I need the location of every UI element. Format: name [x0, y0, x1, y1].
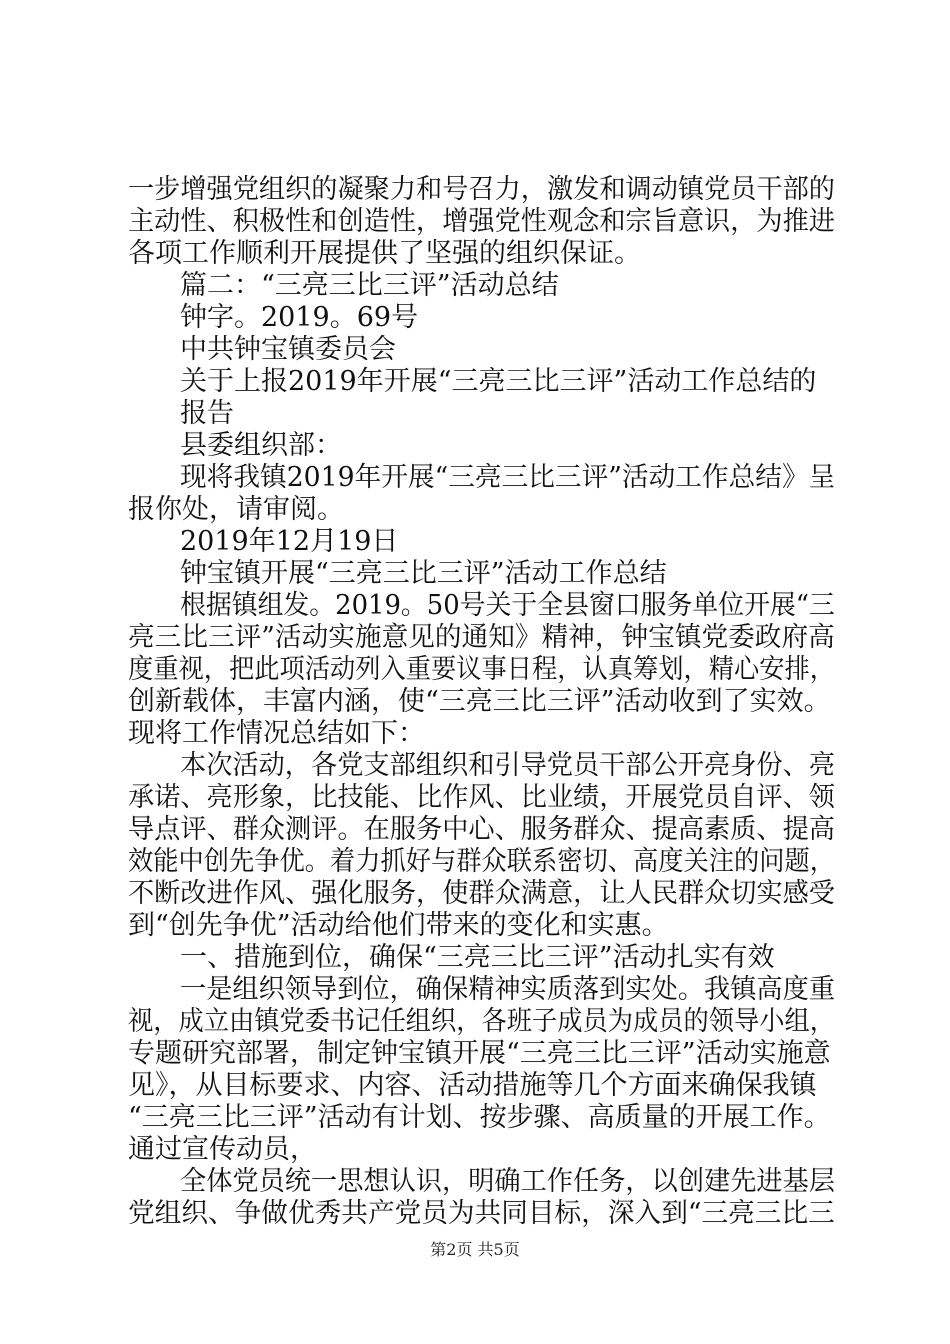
text-line: 一是组织领导到位，确保精神实质落到实处。我镇高度重 — [180, 974, 836, 1005]
section-heading: 篇二：“三亮三比三评”活动总结 — [180, 270, 559, 301]
text-line: 本次活动，各党支部组织和引导党员干部公开亮身份、亮 — [180, 750, 836, 781]
text-line: 效能中创先争优。着力抓好与群众联系密切、高度关注的问题， — [128, 846, 836, 877]
text-line: 主动性、积极性和创造性，增强党性观念和宗旨意识，为推进 — [128, 206, 835, 237]
text-line: 现将工作情况总结如下： — [128, 718, 425, 749]
report-date: 2019年12月19日 — [180, 526, 399, 557]
text-line: 党组织、争做优秀共产党员为共同目标，深入到“三亮三比三 — [128, 1198, 835, 1229]
page-number-footer: 第2页 共5页 — [430, 1240, 520, 1259]
document-number: 钟字。2019。69号 — [180, 302, 419, 333]
issuing-body: 中共钟宝镇委员会 — [180, 334, 396, 365]
text-line: 根据镇组发。2019。50号关于全县窗口服务单位开展“三 — [180, 590, 835, 621]
report-title: 关于上报2019年开展“三亮三比三评”活动工作总结的 — [180, 366, 817, 397]
text-line: 度重视，把此项活动列入重要议事日程，认真筹划，精心安排， — [128, 654, 836, 685]
text-line: 全体党员统一思想认识，明确工作任务，以创建先进基层 — [180, 1166, 836, 1197]
text-line: 通过宣传动员， — [128, 1134, 317, 1165]
text-line: “三亮三比三评”活动有计划、按步骤、高质量的开展工作。 — [128, 1102, 831, 1133]
text-line: 导点评、群众测评。在服务中心、服务群众、提高素质、提高 — [128, 814, 835, 845]
text-line: 创新载体，丰富内涵，使“三亮三比三评”活动收到了实效。 — [128, 686, 831, 717]
text-line: 专题研究部署，制定钟宝镇开展“三亮三比三评”活动实施意 — [128, 1038, 831, 1069]
text-line: 现将我镇2019年开展“三亮三比三评”活动工作总结》呈 — [180, 462, 836, 493]
text-line: 到“创先争优”活动给他们带来的变化和实惠。 — [128, 910, 669, 941]
text-line: 见》，从目标要求、内容、活动措施等几个方面来确保我镇 — [128, 1070, 817, 1101]
section-heading: 一、措施到位，确保“三亮三比三评”活动扎实有效 — [180, 942, 775, 973]
summary-title: 钟宝镇开展“三亮三比三评”活动工作总结 — [180, 558, 667, 589]
addressee: 县委组织部： — [180, 430, 342, 461]
text-line: 不断改进作风、强化服务，使群众满意，让人民群众切实感受 — [128, 878, 835, 909]
text-line: 承诺、亮形象，比技能、比作风、比业绩，开展党员自评、领 — [128, 782, 835, 813]
text-line: 一步增强党组织的凝聚力和号召力，激发和调动镇党员干部的 — [128, 174, 835, 205]
text-line: 报你处，请审阅。 — [128, 494, 344, 525]
text-line: 视，成立由镇党委书记任组织，各班子成员为成员的领导小组， — [128, 1006, 836, 1037]
text-line: 各项工作顺利开展提供了坚强的组织保证。 — [128, 238, 641, 269]
report-title-continued: 报告 — [180, 398, 234, 429]
text-line: 亮三比三评”活动实施意见的通知》精神，钟宝镇党委政府高 — [128, 622, 835, 653]
